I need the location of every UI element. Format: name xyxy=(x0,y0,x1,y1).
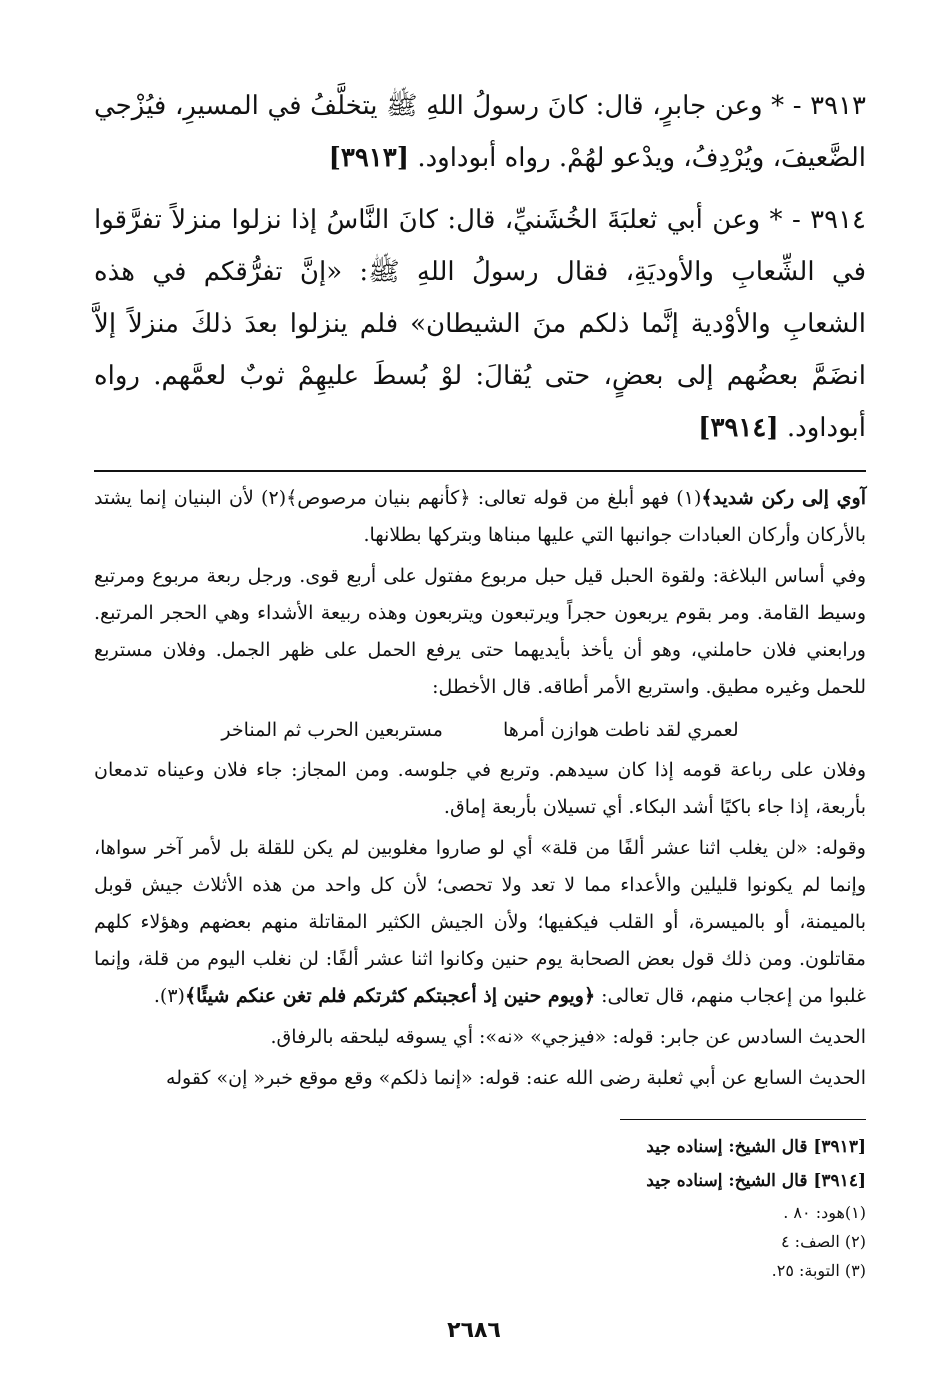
commentary-text: الحديث السادس عن جابر: قوله: «فيزجي» «نه»: أي يسوقه ليلحقه بالرفاق. xyxy=(270,1026,866,1048)
commentary-paragraph xyxy=(94,558,866,706)
page-number: ٢٦٨٦ xyxy=(447,1318,501,1343)
hadith-3913 xyxy=(94,80,866,184)
commentary-paragraph xyxy=(94,480,866,554)
footnote-marker: (٣). xyxy=(153,985,185,1007)
quran-quote: آوي إلى ركن شديد﴾ xyxy=(701,487,867,509)
commentary-paragraph xyxy=(94,830,866,1015)
footnote: (٣) التوبة: ٢٥. xyxy=(771,1261,866,1280)
quran-quote: ﴿ويوم حنين إذ أعجبتكم كثرتكم فلم تغن عنكم شيئًا﴾ xyxy=(184,985,596,1007)
hadith-text: ٣٩١٤ - * وعن أبي ثعلبَةَ الخُشَنيِّ، قال: كانَ النَّاسُ إذا نزلوا منزلاً تفرَّقوا في الشِّعابِ والأوديَةِ، فقال رسولُ اللهِ ﷺ: «إنَّ تفرُّقكم في هذه الشعابِ والأوْدية إنَّما ذلكم منَ الشيطان» فلم ينزلوا بعدَ ذلكَ منزلاً إلاَّ انضَمَّ بعضُهم إلى بعضٍ، حتى يُقالَ: لوْ بُسطَ عليهِمْ ثوبٌ لعمَّهم. رواه أبوداود. xyxy=(94,205,866,443)
commentary-text: وفلان على رباعة قومه إذا كان سيدهم. وتربع في جلوسه. ومن المجاز: جاء فلان وعيناه تدمعان بأربعة، إذا جاء باكيًا أشد البكاء. أي تسيلان بأربعة إماق. xyxy=(94,759,866,818)
commentary-paragraph xyxy=(94,1019,866,1056)
commentary-text: وفي أساس البلاغة: ولقوة الحبل قيل حبل مربوع مفتول على أربع قوى. ورجل ربعة مربوع ومرتبع وسيط القامة. ومر بقوم يربعون حجراً ويرتبعون ويتربعون وهذه ربيعة الأشداء وهي الحجر المرتبع. ورابعني فلان حاملني، وهو أن يأخذ بأيديهما حتى يرفع الحمل على ظهر الجمل. وفلان مستربع للحمل وغيره مطيق. واستربع الأمر أطاقه. قال الأخطل: xyxy=(94,565,866,698)
commentary-text: وقوله: «لن يغلب اثنا عشر ألفًا من قلة» أي لو صاروا مغلوبين لم يكن للقلة بل لأمر آخر سواها، وإنما لم يكونوا قليلين والأعداء مما لا تعد ولا تحصى؛ لأن كل واحد من هذه الأثلاث جيش قوبل بالميمنة، أو بالميسرة، أو القلب فيكفيها؛ ولأن الجيش الكثير المقاتلة منهم بعضهم وهؤلاء كلهم مقاتلون. ومن ذلك قول بعض الصحابة يوم حنين وكانوا اثنا عشر ألفًا: لن نغلب اليوم من قلة، وإنما غلبوا من إعجاب منهم، قال تعالى: xyxy=(94,837,866,1007)
grade-note: [٣٩١٤] قال الشيخ: إسناده جيد xyxy=(646,1171,866,1191)
footnote: (١)هود: ٨٠ . xyxy=(783,1203,866,1222)
verse-first-hemistich: لعمري لقد ناطت هوازن أمرها xyxy=(502,719,739,741)
footnote-divider xyxy=(620,1119,866,1120)
grade-note: [٣٩١٣] قال الشيخ: إسناده جيد xyxy=(646,1137,866,1157)
commentary-text: (١) فهو أبلغ من قوله تعالى: ﴿كأنهم بنيان مرصوص﴾(٢) لأن البنيان إنما يشتد بالأركان وأركان العبادات جوانبها التي عليها مبناها وبتركها بطلانها. xyxy=(94,487,866,546)
verse-second-hemistich: مستربعين الحرب ثم المناخر xyxy=(221,719,443,741)
commentary xyxy=(94,480,866,1097)
section-divider xyxy=(94,470,866,472)
footnotes xyxy=(94,1130,866,1285)
hadith-reference: [٣٩١٤] xyxy=(698,413,779,443)
poetry-verse xyxy=(94,710,866,750)
commentary-paragraph xyxy=(94,752,866,826)
commentary-text: الحديث السابع عن أبي ثعلبة رضى الله عنه: قوله: «إنما ذلكم» وقع موقع خبر« إن» كقوله xyxy=(166,1067,866,1089)
commentary-paragraph xyxy=(94,1060,866,1097)
hadith-text: ٣٩١٣ - * وعن جابرٍ، قال: كانَ رسولُ اللهِ ﷺ يتخلَّفُ في المسيرِ، فيُزْجي الضَّعيفَ، ويُرْدِفُ، ويدْعو لهُمْ. رواه أبوداود. xyxy=(94,91,866,173)
footnote: (٢) الصف: ٤ xyxy=(781,1232,866,1251)
hadith-reference: [٣٩١٣] xyxy=(328,143,410,173)
hadith-3914 xyxy=(94,194,866,454)
